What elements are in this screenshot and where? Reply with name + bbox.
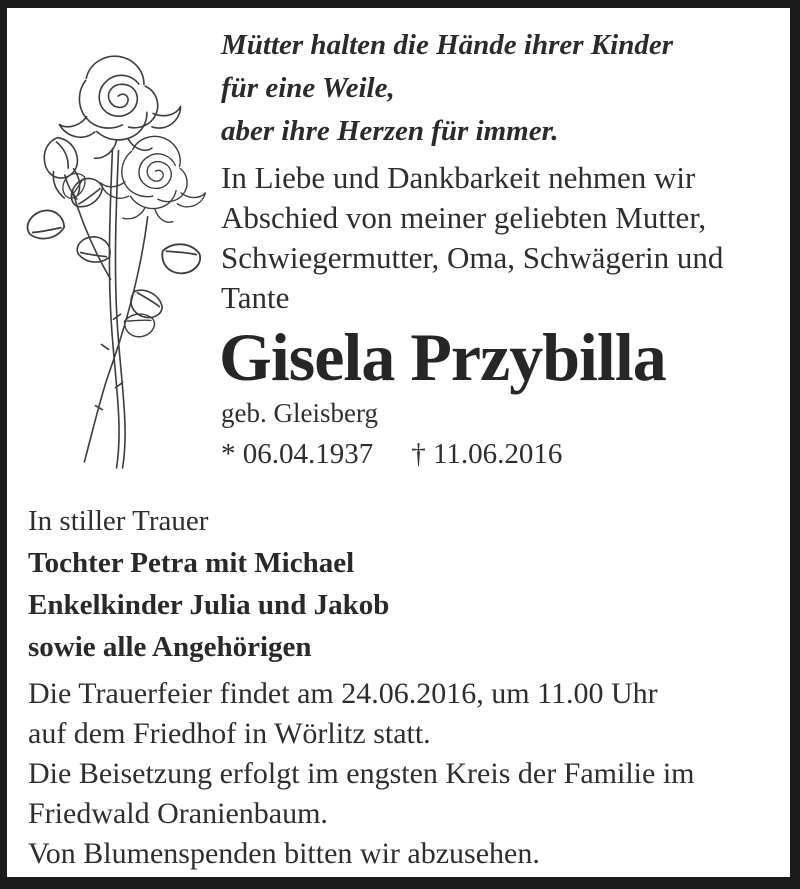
mourner-line: Tochter Petra mit Michael [28,547,355,579]
funeral-details [28,674,695,874]
intro-line: In Liebe und Dankbarkeit nehmen wir [221,160,696,195]
memorial-quote [221,24,673,153]
quote-line: für eine Weile, [221,72,395,104]
details-line: Die Beisetzung erfolgt im engsten Kreis der Familie im [28,757,695,790]
quote-line: aber ihre Herzen für immer. [221,115,559,147]
mourner-line: Enkelkinder Julia und Jakob [28,589,390,621]
roses-icon [10,18,215,480]
details-line: Die Trauerfeier findet am 24.06.2016, um 11.00 Uhr [28,677,658,710]
intro-line: Schwiegermutter, Oma, Schwägerin und [221,240,724,275]
life-dates [221,438,562,471]
intro-text [221,158,723,318]
mourners-block [28,500,389,668]
maiden-name: geb. Gleisberg [221,398,378,428]
birth-date: * 06.04.1937 [221,438,374,470]
intro-line: Tante [221,280,290,315]
mourner-line: sowie alle Angehörigen [28,631,312,663]
deceased-name: Gisela Przybilla [219,319,666,395]
details-line: Von Blumenspenden bitten wir abzusehen. [28,837,540,870]
roses-illustration [10,18,215,480]
intro-line: Abschied von meiner geliebten Mutter, [221,200,707,235]
death-date: † 11.06.2016 [411,438,563,470]
mourners-intro: In stiller Trauer [28,505,209,537]
details-line: Friedwald Oranienbaum. [28,797,328,830]
details-line: auf dem Friedhof in Wörlitz statt. [28,717,431,750]
quote-line: Mütter halten die Hände ihrer Kinder [221,29,673,61]
